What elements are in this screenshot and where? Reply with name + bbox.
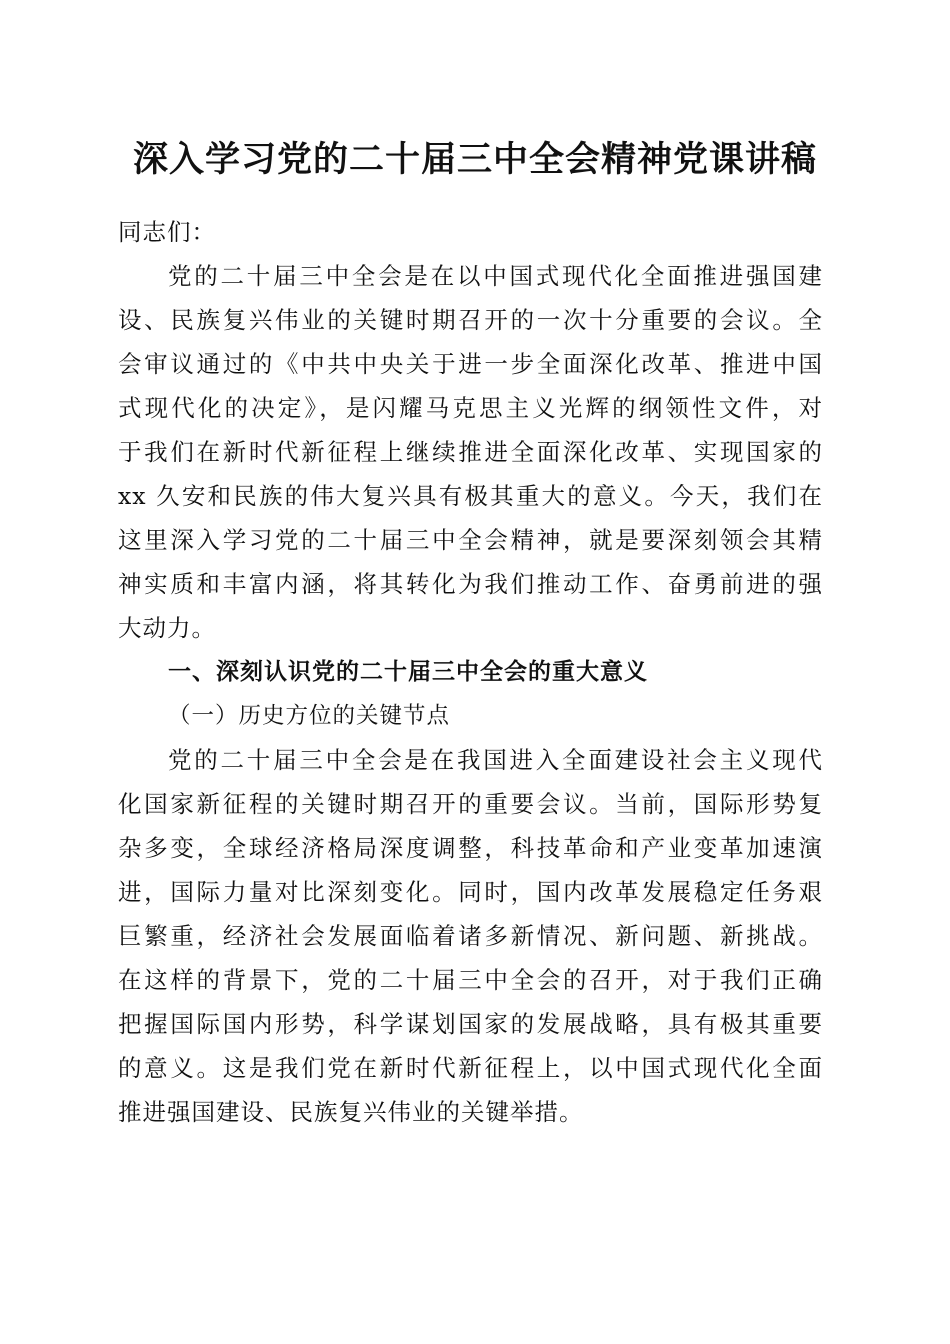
- paragraph-line: 党的二十届三中全会是在我国进入全面建设社会主义现代: [168, 746, 823, 774]
- salutation: 同志们：: [118, 218, 216, 246]
- paragraph-1: [118, 254, 823, 650]
- paragraph-line: 这里深入学习党的二十届三中全会精神，就是要深刻领会其精: [118, 526, 823, 554]
- paragraph-line: 进，国际力量对比深刻变化。同时，国内改革发展稳定任务艰: [118, 878, 823, 906]
- paragraph-line: 大动力。: [118, 614, 216, 642]
- paragraph-line: xx 久安和民族的伟大复兴具有极其重大的意义。今天，我们在: [118, 482, 823, 510]
- paragraph-line: 设、民族复兴伟业的关键时期召开的一次十分重要的会议。全: [118, 306, 823, 334]
- paragraph-line: 式现代化的决定》，是闪耀马克思主义光辉的纲领性文件，对: [118, 394, 823, 422]
- paragraph-line: 党的二十届三中全会是在以中国式现代化全面推进强国建: [168, 262, 823, 290]
- subsection-heading: （一）历史方位的关键节点: [168, 703, 451, 729]
- paragraph-line: 把握国际国内形势，科学谋划国家的发展战略，具有极其重要: [118, 1010, 823, 1038]
- paragraph-line: 会审议通过的《中共中央关于进一步全面深化改革、推进中国: [118, 350, 823, 378]
- paragraph-line: 巨繁重，经济社会发展面临着诸多新情况、新问题、新挑战。: [118, 922, 823, 950]
- document-body: [118, 210, 823, 1134]
- document-title: 深入学习党的二十届三中全会精神党课讲稿: [132, 139, 817, 180]
- section-heading: 一、深刻认识党的二十届三中全会的重大意义: [168, 659, 648, 685]
- paragraph-line: 神实质和丰富内涵，将其转化为我们推动工作、奋勇前进的强: [118, 570, 823, 598]
- paragraph-line: 于我们在新时代新征程上继续推进全面深化改革、实现国家的: [118, 438, 823, 466]
- paragraph-line: 推进强国建设、民族复兴伟业的关键举措。: [118, 1098, 584, 1126]
- paragraph-line: 的意义。这是我们党在新时代新征程上，以中国式现代化全面: [118, 1054, 823, 1082]
- paragraph-line: 化国家新征程的关键时期召开的重要会议。当前，国际形势复: [118, 790, 823, 818]
- paragraph-line: 杂多变，全球经济格局深度调整，科技革命和产业变革加速演: [118, 834, 823, 862]
- paragraph-2: [118, 738, 823, 1134]
- paragraph-line: 在这样的背景下，党的二十届三中全会的召开，对于我们正确: [118, 966, 823, 994]
